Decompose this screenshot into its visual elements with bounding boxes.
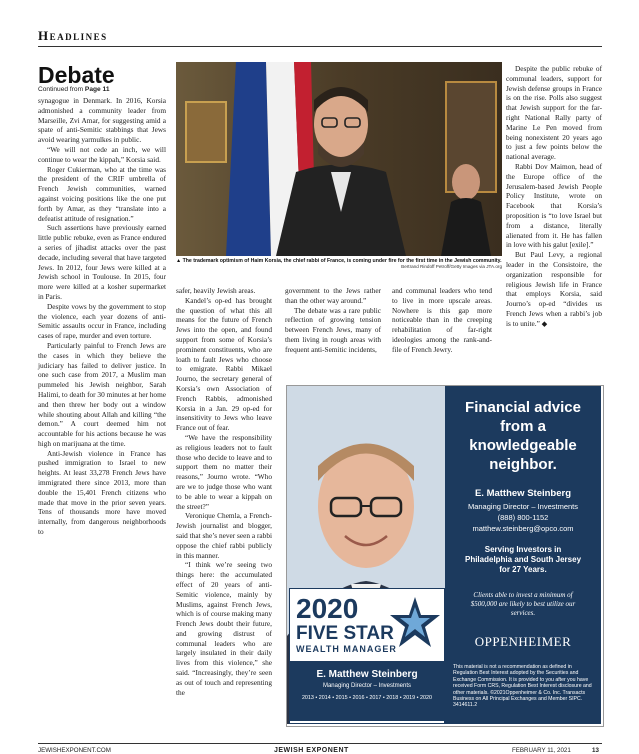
header-rule	[38, 46, 602, 47]
advisor-portrait	[287, 386, 445, 724]
footer-paper-name: JEWISH EXPONENT	[274, 747, 349, 754]
award-role: Managing Director – Investments	[322, 683, 412, 689]
footer-website[interactable]: JEWISHEXPONENT.COM	[38, 747, 111, 754]
award-name: E. Matthew Steinberg	[316, 669, 418, 680]
award-banner	[290, 661, 444, 721]
ad-headline: Financial advice from a knowledgeable neighbor.	[465, 399, 581, 473]
continued-from: Continued from Page 11	[38, 86, 110, 93]
section-header: Headlines	[38, 28, 108, 43]
rabbi-photo	[176, 62, 502, 256]
article-column-5: Despite the public rebuke of communal leaders, support for Jewish defense groups in France is on the rise. Polls also suggest that Jewish support for the far-right National Rally party of Marine Le Pen moved from being nonexistent 20 years ago to just a few points below the national average. Rabbi Dov Maimon, head of the Europe office of the Jerusalem-based Jewish People Policy Institute, wrote on Facebook that Korsia’s proposition is “to love Israel but from a distance, literally alienated from it. He has fallen in love with his galut [exile].” But Paul Levy, a regional leader in the Consistoire, the organization responsible for religious Jewish life in France that employs Korsia, said Journo’s op-ed “divides us French Jews when a rabbi’s job is to unite.” ◆	[506, 64, 602, 328]
article-column-2: safer, heavily Jewish areas. Kandel’s op-ed has brought the question of what this all means for the future of French Jews into the open, and found support from some of Korsia’s prominent constituents, who are loath to fault Jews who choose to emigrate. Rabbi Mikael Journo, the secretary general of Korsia’s own Association of French Rabbis, admonished Korsia in a Jan. 29 op-ed for insensitivity to Jews who leave France out of fear. “We have the responsibility as religious leaders not to fault those who decide to leave and to support them no matter their reasons,” Journo wrote. “Who are we to judge those who want to be able to wear a kippah on the street?” Veronique Chemla, a French-Jewish journalist and blogger, said that she’s never seen a rabbi oppose the chief rabbi publicly in this manner. “I think we’re seeing two things here: the accumulated effect of 20 years of anti-Semitic violence, mainly by Muslims, against French Jews, which is of course making many French Jews doubt their future, and growing distrust of communal leaders who are largely insulated in their daily lives from this violence,” she said. “Increasingly, they’re seen as out of touch and representing the	[176, 286, 272, 697]
footer-page-number: 13	[592, 747, 599, 754]
star-icon	[390, 595, 440, 653]
advisor-email[interactable]: matthew.steinberg@opco.com	[472, 524, 574, 533]
rabbi-photo-illustration	[176, 62, 502, 256]
ad-clients-note: Clients able to invest a minimum of $500,000 are likely to best utilize our services.	[470, 591, 576, 617]
photo-caption-text: ▲ The trademark optimism of Haim Korsia, the chief rabbi of France, is coming under fire for the first time in the Jewish community.	[176, 258, 502, 264]
award-year: 2020	[296, 593, 359, 624]
oppenheimer-logo-text: OPPENHEIMER	[474, 634, 572, 649]
award-title: FIVE STAR	[296, 623, 394, 644]
advisor-title: Managing Director – Investments	[467, 502, 579, 511]
advisor-phone[interactable]: (888) 800-1152	[497, 513, 549, 522]
footer-date: FEBRUARY 11, 2021	[512, 747, 571, 754]
article-column-4: and communal leaders who tend to live in more upscale areas. Nowhere is this gap more noticeable than in the creeping rehabilitation of far-right ideologies among the rank-and-file of French Jewry.	[392, 286, 492, 354]
five-star-award	[289, 588, 445, 724]
advertisement-panel	[445, 386, 601, 724]
ad-serving: Serving Investors in Philadelphia and South Jersey for 27 Years.	[464, 545, 582, 574]
photo-credit: Bertrand Rindoff Petroff/Getty Images via JTA.org	[401, 264, 502, 270]
ad-disclaimer: This material is not a recommendation as defined in Regulation Best Interest adopted by the Securities and Exchange Commission. It is provided to you after you have received Form CRS, Regulation Best Interest disclosure and other materials. ©2021Oppenheimer & Co. Inc. Transacts Business on All Principal Exchanges and Member SIPC. 3414611.2	[453, 664, 592, 709]
article-column-1: synagogue in Denmark. In 2016, Korsia admonished a community leader from Marseille, Zvi Amar, for suggesting amid a spate of anti-Semitic stabbings that Jews avoid wearing yarmulkes in public. “We will not cede an inch, we will continue to wear the kippah,” Korsia said. Roger Cukierman, who at the time was the president of the CRIF umbrella of French Jewish communities, warned against voicing positions like the one put forth by Amar, as they “translate into a defeatist attitude of resignation.” Such assertions have previously earned little public rebuke, even as France endured a series of jihadist attacks over the past decade, including several that have targeted Jews. In 2012, four Jews were killed at a Jewish school in Toulouse. In 2015, four more were killed at a kosher supermarket in Paris. Despite vows by the government to stop the violence, each year dozens of anti-Semitic assaults occur in France, including cases of rape, murder and even torture. Particularly painful to French Jews are the cases in which they believe the judiciary has failed to deliver justice. In one such case from 2017, a Muslim man pummeled his Jewish neighbor, Sarah Halimi, to death for 30 minutes at her home and then threw her body out a window while shouting about Allah and killing “the demon.” A court deemed him not accountable for his actions because he was high on marijuana at the time. Anti-Jewish violence in France has pushed immigration to Israel to new heights. At least 33,278 French Jews have immigrated there since 2013, more than double the 15,401 French citizens who made that move in the prior seven years. Tens of thousands more have moved internally, from dangerous neighborhoods to	[38, 96, 166, 537]
article-title: Debate	[38, 62, 115, 88]
firm-logo	[455, 634, 591, 650]
article-column-3: government to the Jews rather than the other way around.” The debate was a rare public reflection of growing tension between French Jews, many of them living in rough areas with frequent anti-Semitic incidents,	[285, 286, 381, 354]
footer-rule	[38, 743, 602, 744]
photo-caption	[176, 258, 502, 271]
award-subtitle: WEALTH MANAGER	[296, 644, 397, 654]
advisor-name: E. Matthew Steinberg	[474, 488, 572, 499]
award-years: 2013 • 2014 • 2015 • 2016 • 2017 • 2018 • 2019 • 2020	[301, 695, 433, 701]
